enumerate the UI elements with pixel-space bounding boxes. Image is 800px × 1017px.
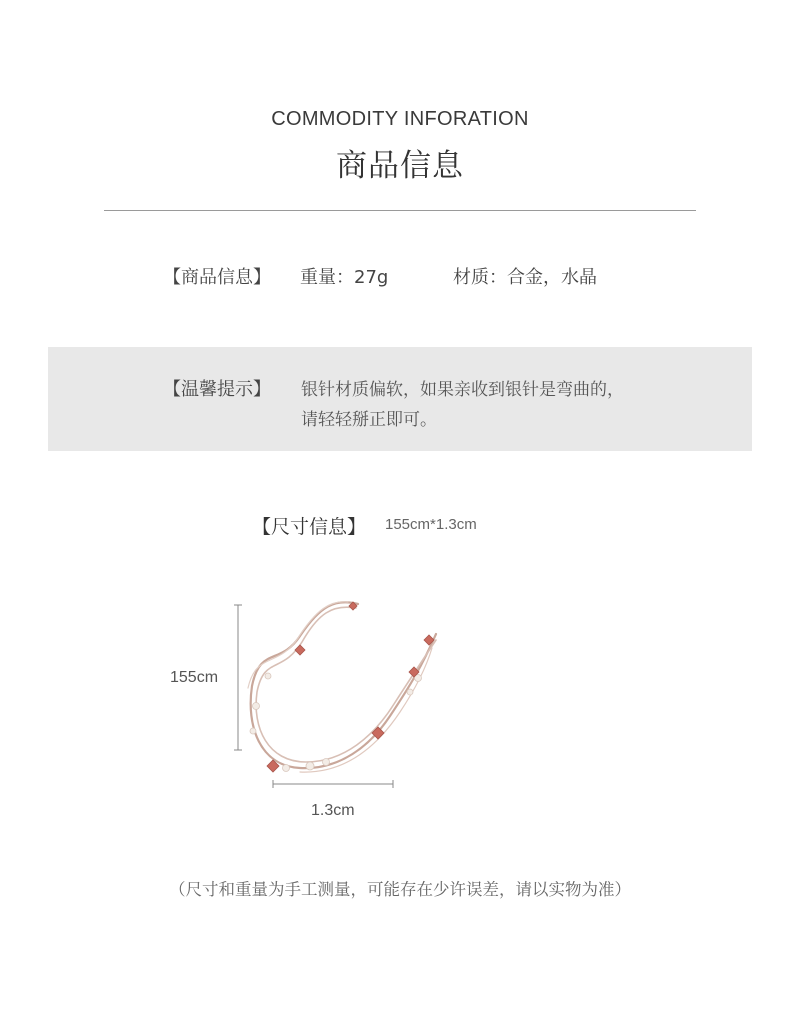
product-info-row — [0, 263, 800, 289]
product-info-label: 【商品信息】 — [163, 267, 271, 288]
size-value: 155cm*1.3cm — [385, 516, 477, 533]
size-info-label: 【尺寸信息】 — [252, 516, 367, 538]
page-title-chinese: 商品信息 — [336, 148, 464, 184]
page-title-english: COMMODITY INFORATION — [271, 108, 529, 130]
necklace-diagram — [160, 596, 460, 836]
tip-label: 【温馨提示】 — [163, 379, 271, 400]
weight-text: 重量：27g — [300, 267, 389, 288]
width-dimension-line — [273, 780, 393, 788]
tip-text — [301, 375, 624, 435]
material-text: 材质：合金，水晶 — [453, 267, 597, 288]
tip-line-1: 银针材质偏软，如果亲收到银针是弯曲的， — [301, 380, 624, 400]
width-dimension-label: 1.3cm — [311, 802, 355, 819]
height-dimension-label: 155cm — [170, 669, 219, 686]
necklace-image — [248, 602, 436, 772]
measurement-note: （尺寸和重量为手工测量，可能存在少许误差，请以实物为准） — [169, 880, 631, 899]
height-dimension-line — [234, 605, 242, 750]
tip-line-2: 请轻轻掰正即可。 — [301, 410, 437, 430]
tip-box — [48, 347, 752, 451]
title-divider — [104, 210, 696, 211]
